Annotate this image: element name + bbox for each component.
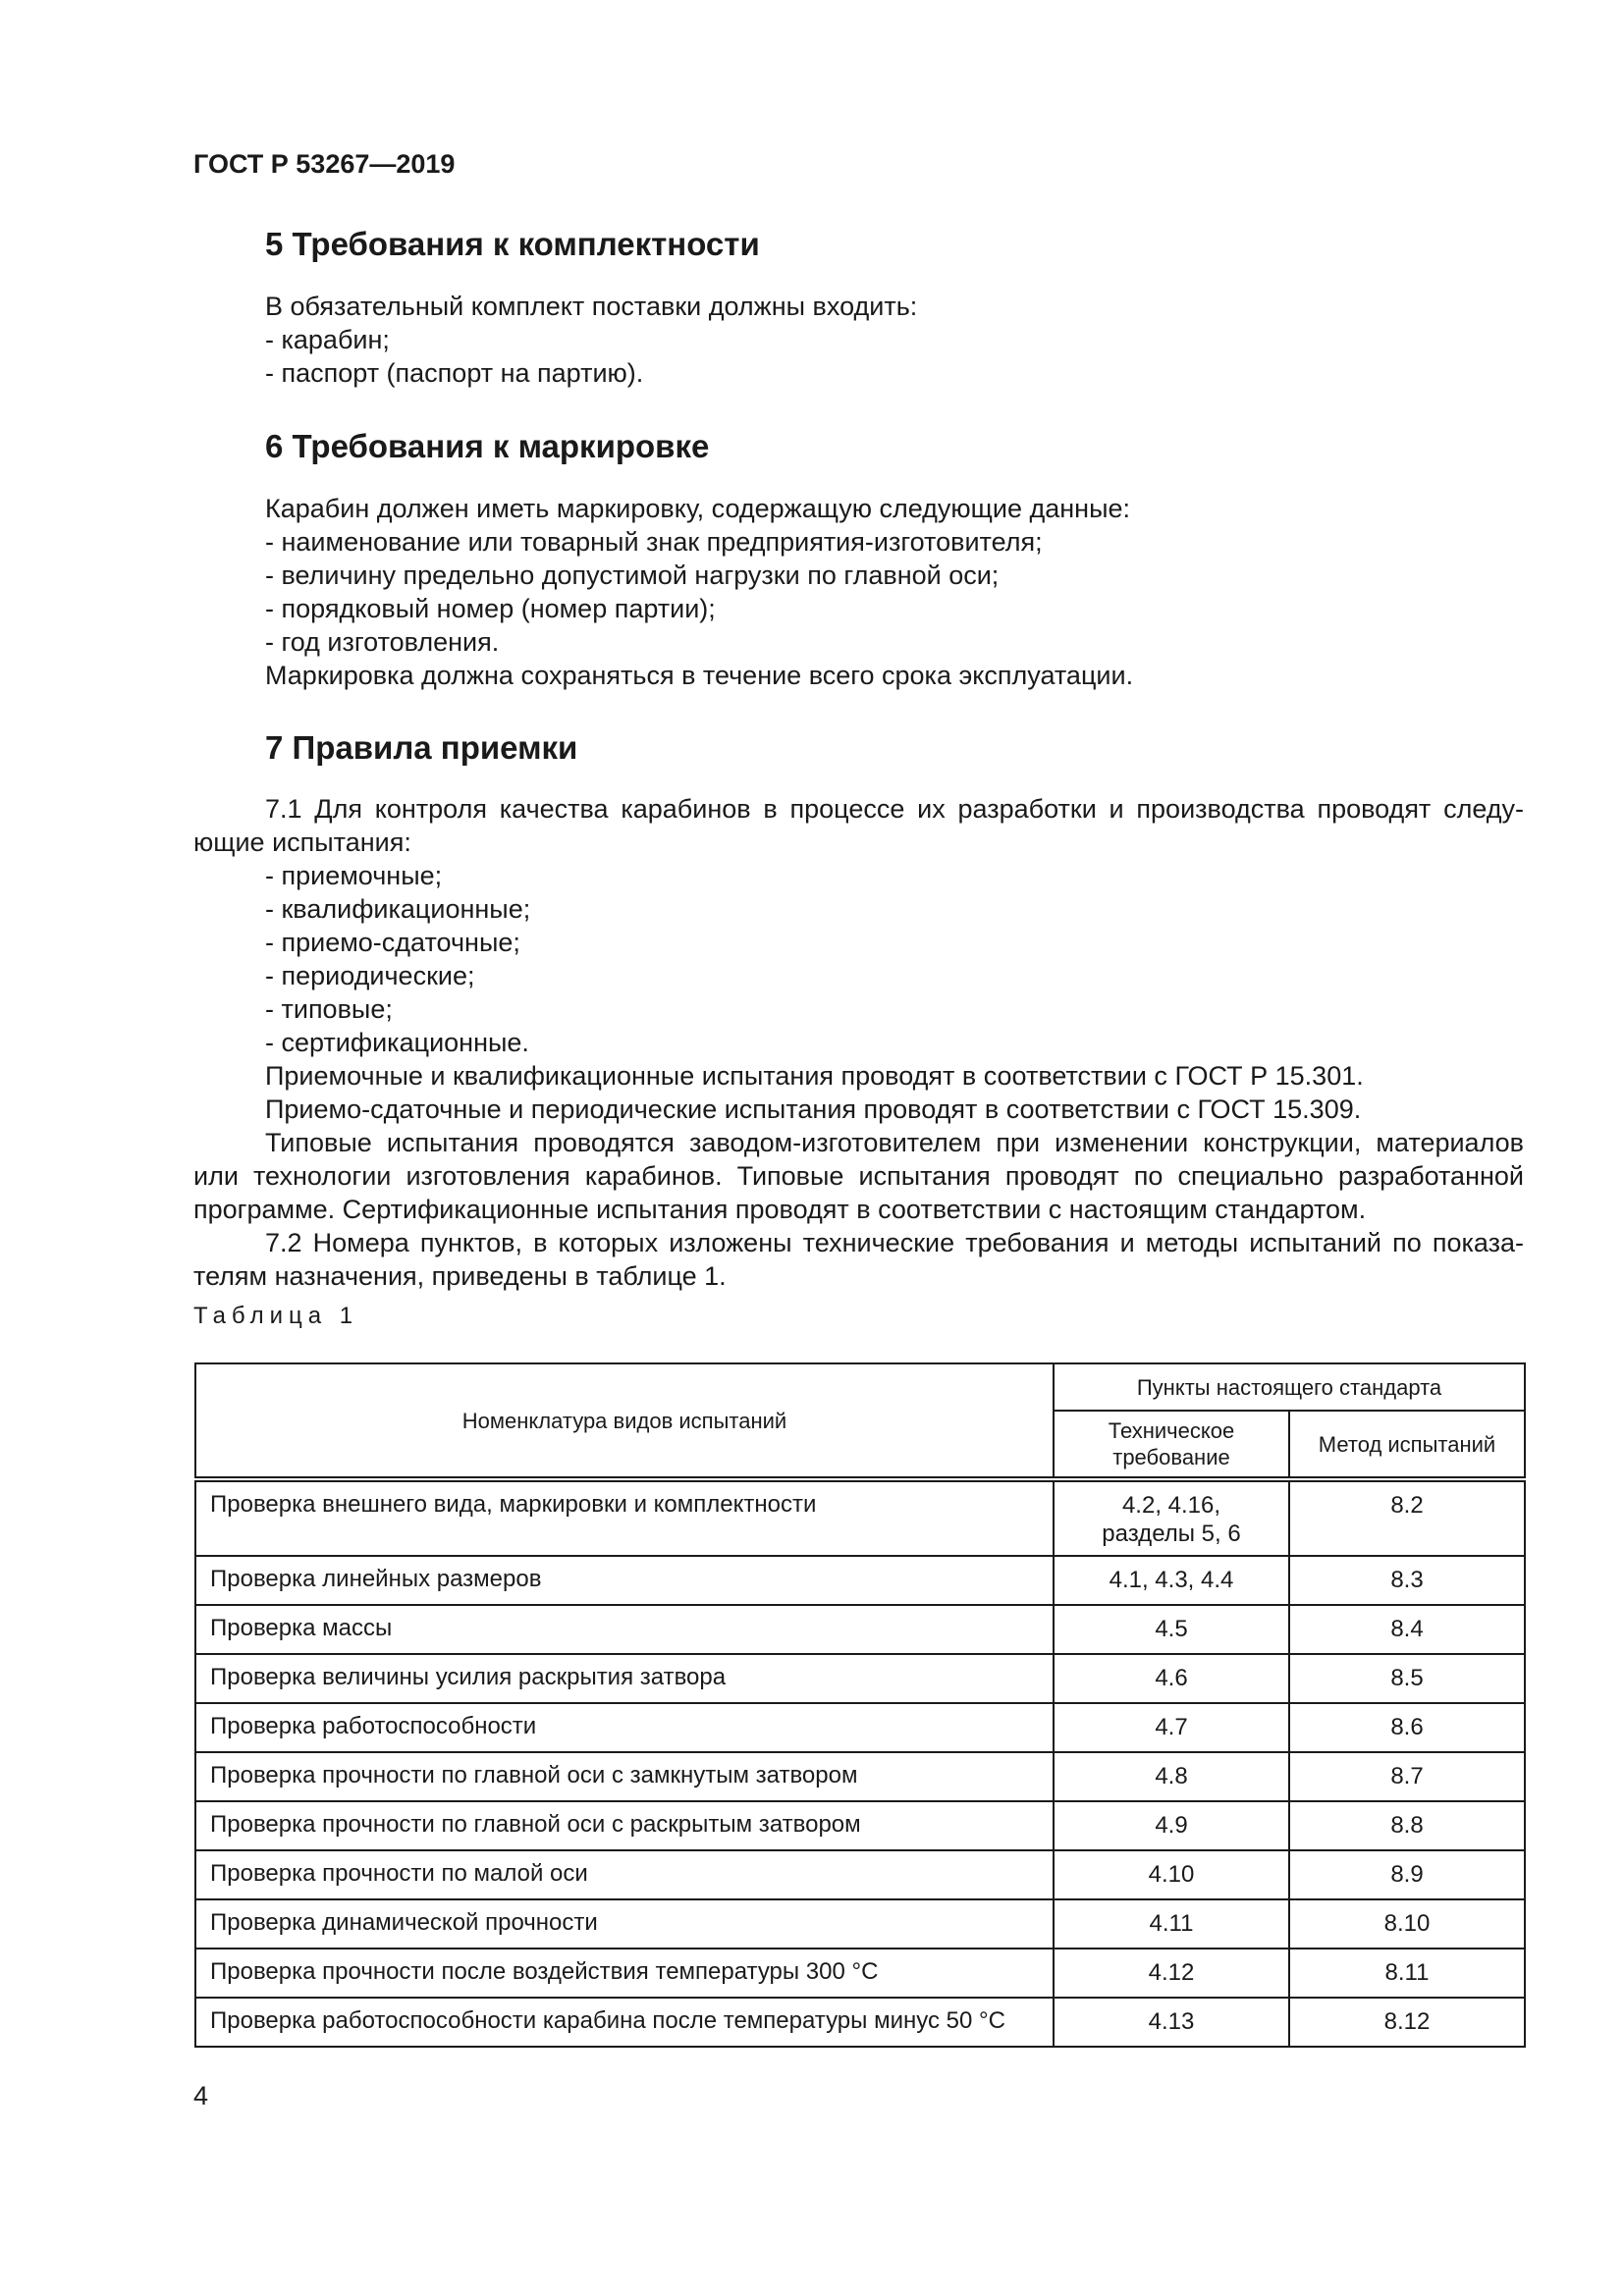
cell-test-name: Проверка работоспособности	[195, 1703, 1054, 1752]
cell-requirement	[1054, 1479, 1289, 1556]
cell-test-name: Проверка прочности по главной оси с замкнутым затвором	[195, 1752, 1054, 1801]
paragraph-type-tests-line-2: или технологии изготовления карабинов. Типовые испытания проводят по специально разработанной	[193, 1161, 1524, 1191]
list-item: - величину предельно допустимой нагрузки по главной оси;	[265, 561, 1000, 590]
cell-test-name: Проверка линейных размеров	[195, 1556, 1054, 1605]
section-7-title: 7 Правила приемки	[265, 729, 578, 766]
list-item: - наименование или товарный знак предприятия-изготовителя;	[265, 527, 1043, 557]
cell-requirement: 4.12	[1054, 1949, 1289, 1998]
cell-line: 4.2, 4.16,	[1121, 1492, 1221, 1519]
list-item: - периодические;	[265, 961, 475, 990]
paragraph-type-tests-line-1: Типовые испытания проводятся заводом-изготовителем при изменении конструкции, материалов	[265, 1128, 1524, 1157]
list-item: - приемо-сдаточные;	[265, 928, 520, 957]
column-header-method: Метод испытаний	[1289, 1411, 1525, 1479]
list-item: - типовые;	[265, 994, 393, 1024]
cell-method: 8.8	[1289, 1801, 1525, 1850]
cell-requirement: 4.7	[1054, 1703, 1289, 1752]
column-header-group: Пункты настоящего стандарта	[1054, 1363, 1525, 1411]
table-row	[195, 1479, 1525, 1556]
section-6-title: 6 Требования к маркировке	[265, 428, 710, 464]
cell-requirement: 4.9	[1054, 1801, 1289, 1850]
list-item: - порядковый номер (номер партии);	[265, 594, 716, 623]
cell-test-name: Проверка прочности после воздействия температуры 300 °С	[195, 1949, 1054, 1998]
cell-method: 8.11	[1289, 1949, 1525, 1998]
cell-method: 8.6	[1289, 1703, 1525, 1752]
cell-line: разделы 5, 6	[1102, 1521, 1241, 1547]
cell-test-name: Проверка прочности по малой оси	[195, 1850, 1054, 1899]
header-line: требование	[1112, 1445, 1230, 1469]
table-row	[195, 1605, 1525, 1654]
paragraph-7-2-line-1: 7.2 Номера пунктов, в которых изложены технические требования и методы испытаний по показа-	[265, 1228, 1524, 1257]
cell-requirement: 4.5	[1054, 1605, 1289, 1654]
table-row	[195, 1850, 1525, 1899]
cell-requirement: 4.13	[1054, 1998, 1289, 2047]
cell-test-name: Проверка внешнего вида, маркировки и комплектности	[195, 1479, 1054, 1556]
list-item: - карабин;	[265, 325, 390, 354]
cell-method: 8.3	[1289, 1556, 1525, 1605]
cell-requirement: 4.10	[1054, 1850, 1289, 1899]
header-line: Техническое	[1108, 1418, 1235, 1443]
cell-test-name: Проверка массы	[195, 1605, 1054, 1654]
cell-test-name: Проверка динамической прочности	[195, 1899, 1054, 1949]
cell-requirement: 4.8	[1054, 1752, 1289, 1801]
cell-method: 8.2	[1289, 1479, 1525, 1556]
cell-method: 8.7	[1289, 1752, 1525, 1801]
table-row	[195, 1899, 1525, 1949]
table-row	[195, 1654, 1525, 1703]
cell-requirement: 4.11	[1054, 1899, 1289, 1949]
table-caption: Таблица 1	[193, 1303, 359, 1329]
list-item: - паспорт (паспорт на партию).	[265, 358, 644, 388]
cell-method: 8.4	[1289, 1605, 1525, 1654]
cell-method: 8.12	[1289, 1998, 1525, 2047]
paragraph-7-2-line-2: телям назначения, приведены в таблице 1.	[193, 1261, 727, 1291]
list-item: - квалификационные;	[265, 894, 531, 924]
paragraph-delivery-tests: Приемо-сдаточные и периодические испытания проводят в соответствии с ГОСТ 15.309.	[265, 1095, 1362, 1124]
paragraph-acceptance-tests: Приемочные и квалификационные испытания проводят в соответствии с ГОСТ Р 15.301.	[265, 1061, 1364, 1091]
table-row	[195, 1752, 1525, 1801]
standard-code: ГОСТ Р 53267—2019	[193, 149, 456, 179]
table-row	[195, 1801, 1525, 1850]
list-item: - сертификационные.	[265, 1028, 529, 1057]
cell-method: 8.10	[1289, 1899, 1525, 1949]
list-item: - год изготовления.	[265, 627, 500, 657]
paragraph-type-tests-line-3: программе. Сертификационные испытания проводят в соответствии с настоящим стандартом.	[193, 1195, 1367, 1224]
table-row	[195, 1703, 1525, 1752]
column-header-test-name: Номенклатура видов испытаний	[195, 1363, 1054, 1479]
table-row	[195, 1556, 1525, 1605]
table-row	[195, 1998, 1525, 2047]
cell-test-name: Проверка прочности по главной оси с раскрытым затвором	[195, 1801, 1054, 1850]
section-5-title: 5 Требования к комплектности	[265, 226, 760, 262]
list-item: - приемочные;	[265, 861, 443, 890]
table-row	[195, 1949, 1525, 1998]
cell-requirement: 4.6	[1054, 1654, 1289, 1703]
cell-requirement: 4.1, 4.3, 4.4	[1054, 1556, 1289, 1605]
cell-method: 8.5	[1289, 1654, 1525, 1703]
page-number: 4	[193, 2081, 209, 2110]
section-5-intro: В обязательный комплект поставки должны входить:	[265, 292, 918, 321]
cell-test-name: Проверка величины усилия раскрытия затвора	[195, 1654, 1054, 1703]
cell-method: 8.9	[1289, 1850, 1525, 1899]
paragraph-7-1-line-2: ющие испытания:	[193, 828, 411, 857]
section-6-closing: Маркировка должна сохраняться в течение всего срока эксплуатации.	[265, 661, 1134, 690]
paragraph-7-1-line-1: 7.1 Для контроля качества карабинов в процессе их разработки и производства проводят следу-	[265, 794, 1524, 824]
tests-table	[194, 1362, 1526, 2048]
column-header-requirement	[1054, 1411, 1289, 1479]
section-6-intro: Карабин должен иметь маркировку, содержащую следующие данные:	[265, 494, 1131, 523]
cell-test-name: Проверка работоспособности карабина после температуры минус 50 °С	[195, 1998, 1054, 2047]
